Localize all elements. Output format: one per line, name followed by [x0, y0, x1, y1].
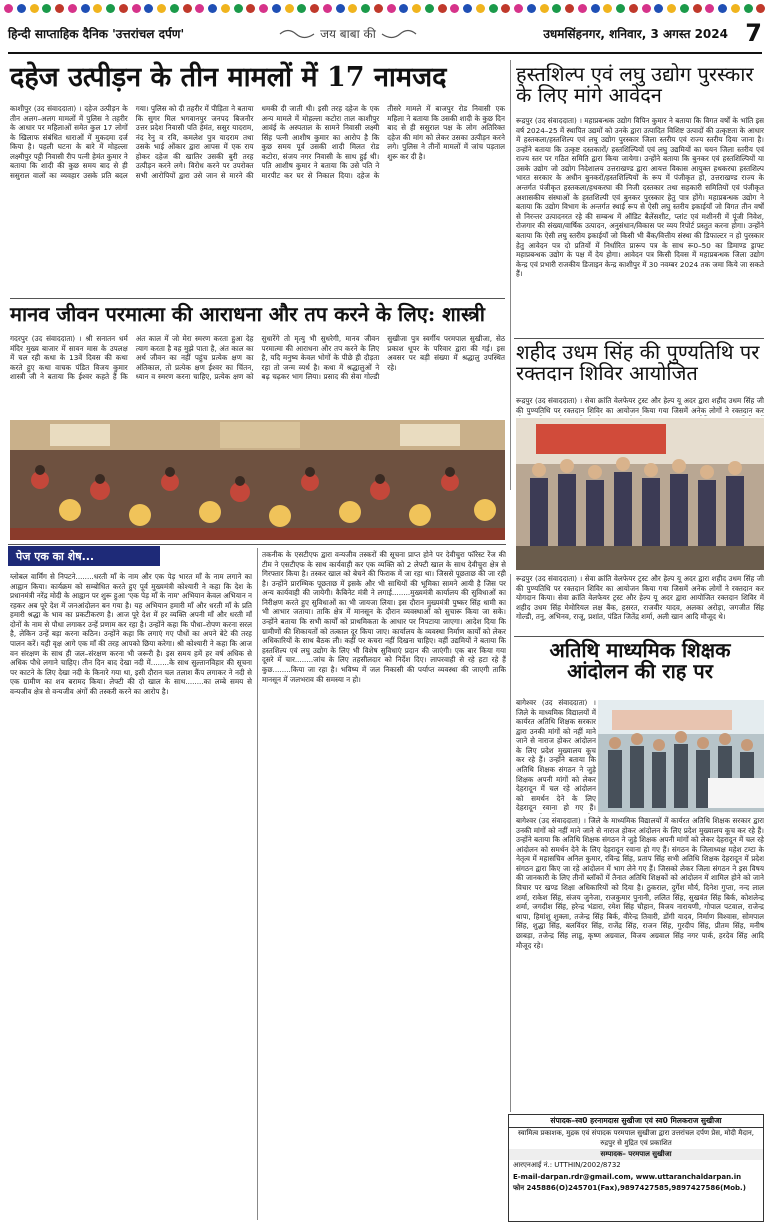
decorative-dot	[68, 4, 77, 13]
column-divider	[510, 60, 511, 490]
decorative-dot	[450, 4, 459, 13]
decorative-dot	[693, 4, 702, 13]
decorative-dot	[527, 4, 536, 13]
continued-tag: पेज एक का शेष...	[8, 546, 160, 566]
masthead	[8, 16, 762, 50]
decorative-dot	[272, 4, 281, 13]
decorative-dot	[4, 4, 13, 13]
email-line: E-mail-darpan.rdr@gmail.com, www.uttaranchaldarpan.in	[513, 1172, 742, 1181]
decorative-dot	[208, 4, 217, 13]
decorative-dot	[705, 4, 714, 13]
blood-donation-image	[516, 418, 764, 570]
founder-editors: संपादक–स्व0 हरनामदास सुखीजा एवं स्व0 मिलकराज सुखीजा	[509, 1115, 763, 1128]
decorative-dot	[310, 4, 319, 13]
decorative-dot	[170, 4, 179, 13]
phone-line: फोन 245886(O)245701(Fax),9897427585,9897427586(Mob.)	[513, 1184, 746, 1193]
decorative-dot	[476, 4, 485, 13]
shaheed-headline: शहीद उधम सिंह की पुण्यतिथि पर रक्तदान शिविर आयोजित	[516, 340, 760, 385]
decorative-dot	[425, 4, 434, 13]
blood-donation-photo	[516, 418, 764, 570]
editor-title: सम्पादक– परमपाल सुखीजा	[509, 1149, 763, 1160]
decorative-dot	[756, 4, 765, 13]
decorative-dot	[501, 4, 510, 13]
imprint-box	[508, 1114, 764, 1222]
decorative-dot	[642, 4, 651, 13]
column-divider	[257, 548, 258, 1220]
decorative-dot	[93, 4, 102, 13]
decorative-dot	[132, 4, 141, 13]
decorative-dot	[42, 4, 51, 13]
decorative-dot	[183, 4, 192, 13]
decorative-dot	[540, 4, 549, 13]
section-divider	[8, 544, 506, 545]
decorative-dot	[30, 4, 39, 13]
shastri-body: गदरपुर (उद संवाददाता) । श्री सनातन धर्म मंदिर मुख्य बाजार में सावन मास के उपलक्ष में चल रही कथा के 13वें दिवस की कथा करते हुए कथा वाचक पंडित विजय कुमार शास्त्री जी ने बताया कि ईश्वर कहते हैं कि अंत काल में जो मेरा स्मरण करता हुआ देह त्याग करता है वह मुझे पाता है, अंत काल का अर्थ जीवन का नहीं पहुंच प्रत्येक क्षण का अंतिकाल, तो प्रत्येक क्षण ईश्वर का चिंतन, ध्यान व स्मरण करना चाहिए, प्रत्येक क्षण को सुधारेंगे तो मृत्यु भी सुधरेगी, मानव जीवन परमात्मा की आराधना और तप करने के लिए है, यदि मनुष्य केवल भोगों के पीछे ही दौड़ता रहा तो जन्म व्यर्थ है। कथा में श्रद्धालुओं ने बढ़ चढ़कर भाग लिया। प्रसाद की सेवा गोल्डी सुखीजा पुत्र स्वर्गीय परमपाल सुखीजा, सेठ प्रकाश धूपर के परिवार द्वारा की गई। इस अवसर पर बड़ी संख्या में श्रद्धालु उपस्थित रहे।	[10, 334, 505, 382]
page-number: 7	[745, 19, 762, 47]
place-date: उधमसिंहनगर, शनिवार, 3 अगस्त 2024	[543, 26, 728, 41]
decorative-dot	[361, 4, 370, 13]
masthead-motto	[248, 25, 448, 42]
ornament-icon	[278, 27, 316, 41]
decorative-dot	[399, 4, 408, 13]
ornament-icon	[380, 27, 418, 41]
section-divider	[514, 636, 764, 637]
decorative-dot	[629, 4, 638, 13]
decorative-dot	[578, 4, 587, 13]
decorative-dot	[552, 4, 561, 13]
decorative-dot	[336, 4, 345, 13]
decorative-dot	[616, 4, 625, 13]
handicraft-body: रूद्रपुर (उद संवाददाता) । महाप्रबन्धक उद्योग विपिन कुमार ने बताया कि विगत वर्षों के भांति इस वर्ष 2024–25 में स्थापित उद्यमों को उनके द्वारा उत्पादित विशिष्ट उत्पादों की उत्कृष्टता के आधार में हस्तकला/हस्तशिल्प एवं लघु उद्योग पुरस्कार जिला स्तरीय एवं राज्य स्तरीय दिया जाना है। उन्होंने बताया कि उत्कृष्ट दस्तकारों/ हस्तशिल्पियों एवं लघु उद्यमियों का चयन जिला स्तरीय एवं राज्य स्तर पर गठित समिति द्वारा किया जायेगा। उन्होंने बताया कि बुनकर एवं हस्तशिल्पियों या उसके उद्योग जो उद्योग निदेशालय उत्तराखण्ड द्वारा आयत्त विकास आयुक्त हथकरघा हस्तशिल्प भारत सरकार के अधीन बुनकरों/हस्तशिल्पियों के रूप में पंजीकृत हो, उत्तराखण्ड राज्य के अन्तर्गत पंजीकृत हस्तकला/हथकरघा की निजी दस्तकार तथा सहकारी समितियों एवं पंजीकृत अशासकीय संस्थाओं के हस्तशिल्पी एवं बुनकर पुरस्कार हेतु पात्र होंगे। महाप्रबन्धक उद्योग ने बताया कि उद्योग विभाग के अन्तर्गत स्थाई रूप से ऐसी लघु स्तरीय इकाईयाँ जो विगत तीन वर्षों से निरन्तर उत्पादनरत रहे की सम्बन्ध में ऑडिट बैलेंसशीट, प्लांट एवं मशीनरी में पूंजी निवेश, रोजगार की संख्या/वार्षिक उत्पादन, अनुसंधान/विकास पर व्यय रिपोर्ट प्रस्तुत करना होगा। उन्होंने बताया कि ऐसी लघु स्तरीय इकाईयाँ जो किसी भी बैंक/वित्तीय संस्था की डिफाल्टर न हो पुरस्कार हेतु आवेदन पत्र दो प्रतियों में निर्धारित प्रारूप पत्र के साथ रू0–50 का डिमाण्ड ड्राफ्ट महाप्रबन्धक उद्योग के पक्ष में देय होगा। आवेदन पत्र किसी दिवस में महाप्रबन्धक जिला उद्योग केन्द्र एवं प्रभारी राजकीय डिजाइन केन्द्र काशीपुर में 30 नवम्बर 2024 तक जमा किये जा सकते हैं।	[516, 116, 764, 279]
decorative-dot	[744, 4, 753, 13]
decorative-dot	[285, 4, 294, 13]
decorative-dot	[565, 4, 574, 13]
decorative-dot	[718, 4, 727, 13]
teachers-image	[598, 700, 764, 812]
top-dot-row	[0, 4, 770, 14]
decorative-dot	[654, 4, 663, 13]
rni-number: आरएनआई नं.: UTTHIN/2002/8732	[513, 1161, 621, 1170]
teachers-body-cont	[516, 816, 764, 1112]
paper-name: हिन्दी साप्ताहिक दैनिक 'उत्तरांचल दर्पण'	[8, 26, 185, 41]
decorative-dot	[591, 4, 600, 13]
decorative-dot	[374, 4, 383, 13]
continued-body: ग्लोबल वार्मिंग से निपटने........धरती माँ के नाम और एक पेड़ भारत माँ के नाम लगाने का आह्वान किया। कार्यक्रम को सम्बोधित करते हुए पूर्व मुख्यमंत्री कोश्यारी ने कहा कि देश के प्रधानमंत्री नरेंद्र मोदी के आह्वान पर शुरू हुआ 'एक पेड़ माँ के नाम' अभियान केवल अभियान न रहकर अब पूरे देश में जनआंदोलन बन गया है। यह अभियान हमारी माँ और धरती माँ के प्रति हमारी श्रद्धा के भाव का प्रकटीकरण है। आज पूरे देश में हर व्यक्ति अपनी माँ और धरती माँ दोनों के नाम से पौधा लगाकर उन्हें प्रणाम कर रहा है। उन्होंने कहा कि पौधा–रोपण करना सरल है, लेकिन उन्हें बड़ा करना कठिन। उन्होंने कहा कि लगाएं गए पौधों का अपने बेटे की तरह पालन करें। यही वृक्ष आगे एक माँ की तरह आपको छिया करेगा। श्री कोश्यारी ने कहा कि आज वन संरक्षण के साथ ही जल–संरक्षण करना भी जरूरी है। इस समय हमें हर वर्ष अधिक से अधिक पौधे लगाने चाहिए। तीन दिन बाद देखा नदी में........के साथ सुल्तानविहार की सूचना पर काटने के लिए देखा नदी के किनारे गया था, इसी दौरान चल तलाश कैंप लगाकर ने नदी से एक ग्रामीण का शव बरामद किया। लेफ्टी की दो खाल के साथ........का लम्बे समय से वन्यजीव क्षेत्र से वन्यजीव अंगों की तस्करी करने का आरोप है।	[10, 572, 252, 696]
decorative-dot	[259, 4, 268, 13]
motto-text: जय बाबा की	[320, 26, 376, 41]
masthead-rule	[8, 52, 762, 54]
decorative-dot	[157, 4, 166, 13]
katha-crowd-image	[10, 420, 505, 540]
lead-body: काशीपुर (उद संवाददाता) । दहेज उत्पीड़न के तीन अलग–अलग मामलों में पुलिस ने तहरीर के आधार पर महिलाओं समेत कुल 17 लोगों के खिलाफ संबंधित धाराओं में मुकदमा दर्ज किया है। पहली घटना के बारे में मोहल्ला लक्ष्मीपुर पट्टी निवासी रीप पत्नी हेमंत कुमार ने बताया कि शादी की कुछ समय बाद से ही ससुराल वालों का व्यवहार उसके प्रति बदल गया। पुलिस को दी तहरीर में पीड़िता ने बताया कि सुगर मिल भगवानपुर जनपद बिजनौर उत्तर प्रदेश निवासी पति हेमंत, ससुर यादराम, नंद रेनु व रवि, कमलेश पुत्र यादराम तथा उसके भाई ओंकार द्वारा आपस में एक राय होकर दहेज की खातिर उसकी बुरी तरह उत्पीड़न करने लगे। विरोध करने पर उपरोक्त सभी आरोपियों द्वारा उसे जान से मारने की धमकी दी जाती थी। इसी तरह दहेज के एक अन्य मामले में मोहल्ला कटोरा ताल काशीपुर आवंई के अस्पताल के सामने निवासी लक्ष्मी सिंह पत्नी आशीष कुमार का आरोप है कि कुछ समय पूर्व उसकी शादी मिलत रोड कटोरा, संजय नगर निवासी के साथ हुई थी। पति आशीष कुमार ने बताया कि उसे पति ने मारपीट कर घर से निकाल दिया। दहेज के तीसरे मामले में बाजपुर रोड निवासी एक महिला ने बताया कि उसकी शादी के कुछ दिन बाद से ही ससुराल पक्ष के लोग अतिरिक्त दहेज की मांग को लेकर उसका उत्पीड़न करने लगे। पुलिस ने तीनों मामलों में जांच पड़ताल शुरू कर दी है।	[10, 104, 505, 181]
decorative-dot	[348, 4, 357, 13]
column-divider	[510, 574, 511, 1112]
decorative-dot	[680, 4, 689, 13]
teachers-body: बागेश्वर (उद संवाददाता) । जिले के माध्यमिक विद्यालयों में कार्यरत अतिथि शिक्षक सरकार द्वारा उनकी मांगों को नहीं माने जाने से नाराज होकर आंदोलन के लिए प्रदेश मुख्यालय कूच कर रहे हैं। उन्होंने बताया कि अतिथि शिक्षक संगठन ने जुड़े शिक्षक अपनी मांगों को लेकर देहरादून में चल रहे आंदोलन को समर्थन देने के लिए देहरादून रवाना हो गए हैं।	[516, 698, 596, 813]
decorative-dot	[667, 4, 676, 13]
decorative-dot	[119, 4, 128, 13]
decorative-dot	[195, 4, 204, 13]
decorative-dot	[246, 4, 255, 13]
shastri-headline: मानव जीवन परमात्मा की आराधना और तप करने के लिए: शास्त्री	[10, 302, 485, 326]
teachers-body-cont-text: बागेश्वर (उद संवाददाता) । जिले के माध्यमिक विद्यालयों में कार्यरत अतिथि शिक्षक सरकार द्वारा उनकी मांगों को नहीं माने जाने से नाराज होकर आंदोलन के लिए प्रदेश मुख्यालय कूच कर रहे हैं। उन्होंने बताया कि अतिथि शिक्षक संगठन ने जुड़े शिक्षक अपनी मांगों को लेकर देहरादून में चल रहे आंदोलन को समर्थन देने के लिए देहरादून रवाना हो गए हैं। संगठन के जिलाध्यक्ष महेश टम्टा के नेतृत्व में महासचिव अनिल कुमार, रविन्द्र सिंह, प्रताप सिंह सभी अतिथि शिक्षक देहरादून में प्रदेश संगठन द्वारा किए जा रहे आंदोलन में भाग लेने गए हैं। जिसको लेकर जिला संगठन ने इस विषय की जानकारी के लिए तीनों ब्लॉकों में तैनात अतिथि शिक्षकों को आंदोलन में शामिल होने को जाने विचार पर खण्ड शिक्षा अधिकारियों को दिया है। ठुकराल, दुर्गेश मौर्य, दिनेश गुप्ता, नन्द लाल शर्मा, राकेश सिंह, संजय जुनेजा, राजकुमार पुनानी, ललित सिंह, सुखवंत सिंह बिर्क, कोशलेन्द्र शर्मा, जगदीश सिंह, हरेन्द्र भंडारा, रमेश सिंह चौहान, विजय नारायणी, गोपाल पटवाल, राजेन्द्र थापा, हिमांशु शुक्ला, तजेन्द्र सिंह बिर्क, वीरेन्द्र तिवारी, डोंगी यादव, निर्माण विश्वास, सोमपाल सिंह, शुद्धा सिंह, बलविंदर सिंह, राजेंद्र सिंह, राजन सिंह, गुरदीप सिंह, प्रीतम सिंह, मनीष छाबड़ा, तजेन्द्र सिंह लाडू, कृष्ण अग्रवाल, विजय अग्रवाल सिंह नगर पार्क, हरदेव सिंह आदि मौजूद रहे।	[516, 816, 764, 950]
second-column-body: तकनीक के एसटीएफ द्वारा वन्यजीव तस्करों की सूचना प्राप्त होने पर देवीचुरा फॉरेस्ट रेंज की टीम ने एसटीएफ के साथ कार्यवाही कर एक व्यक्ति को 2 लेफ्टी खाल के साथ देवीचुरा क्षेत्र से गिरफ्तार किया है। तस्कर खाल को बेचने की फिराक में जा रहा था। जिससे पूछताछ की जा रही है। उन्होंने प्रारम्भिक पूछताछ में इसके और भी साथियों की भूमिका सामने आयी है जिस पर अन्य कार्यवाही की जायेगी। कैबिनेट मंत्री ने लगाई........मुख्यमंत्री कार्यालय की सुविधाओं का निरीक्षण करते हुए सुविधाओं का भी जायजा लिया। इस दौरान मुख्यमंत्री पुष्कर सिंह धामी का भी आभार जताया। ताकि क्षेत्र में मानसून के दौरान व्यवस्थाओं को सुचारू किया जा सके। उन्होंने बताया कि सभी कार्यों को प्राथमिकता के आधार पर निपटाया जाएगा। आदेश दिया कि ग्रामीणों की शिकायतों को तत्काल दूर किया जाए। कार्यालय के व्यवस्था निर्माण कार्यों को लेकर अधिकारियों के साथ बैठक ली। कहीं पर कचरा नहीं दिखना चाहिए। वहीं उद्यमियों ने बताया कि हस्तशिल्प एवं लघु उद्योग के लिए भी विशेष सुविधाएं प्रदान की जाएंगी। एक बार किया गया दूसरे में चार........जांच के लिए तहसीलदार को निर्देश दिए। लापरवाही से रहे हटा रहे हैं कुछ........किया जा रहा है। भविष्य में जल निकासी की पर्याप्त व्यवस्था की जाएगी ताकि मानसून में जलभराव की समस्या न हो।	[262, 550, 506, 684]
ownership-line: स्वामित्व प्रकाशक, मुद्रक एवं संपादक परमपाल सुखीजा द्वारा उत्तरांचल दर्पण प्रेस, मोदी मैदान, रुद्रपुर से मुद्रित एवं प्रकाशित	[517, 1129, 754, 1147]
shaheed-body-cont-text: रूद्रपुर (उद संवाददाता) । सेवा क्रांति वेलफेयर ट्रस्ट और हेल्प यू अदर द्वारा शहीद उधम सिंह जी की पुण्यतिथि पर रक्तदान शिविर का आयोजन किया गया जिसमें अनेक लोगों ने रक्तदान कर योगदान किया। सेवा क्रांति वेलफेयर ट्रस्ट और हेल्प यू अदर द्वारा आयोजित रक्तदान शिविर में शहीद उधम सिंह मेमोरियल लक्ष बैंक, हसरत, राजवीर यादव, अलका अरोड़ा, जगजीत सिंह गोल्डी, तनु, अभिनव, राजू, प्रशांत, पंडित जितेंद्र शर्मा, अली खान आदि मौजूद थे।	[516, 574, 764, 622]
teachers-photo	[598, 700, 764, 812]
decorative-dot	[106, 4, 115, 13]
decorative-dot	[731, 4, 740, 13]
section-divider	[514, 338, 764, 339]
decorative-dot	[81, 4, 90, 13]
decorative-dot	[438, 4, 447, 13]
handicraft-headline: हस्तशिल्प एवं लघु उद्योग पुरस्कार के लिए मांगे आवेदन	[516, 62, 754, 107]
decorative-dot	[489, 4, 498, 13]
decorative-dot	[514, 4, 523, 13]
katha-crowd-photo	[10, 420, 505, 540]
decorative-dot	[144, 4, 153, 13]
lead-headline: दहेज उत्पीड़न के तीन मामलों में 17 नामजद	[10, 62, 447, 93]
decorative-dot	[297, 4, 306, 13]
decorative-dot	[323, 4, 332, 13]
decorative-dot	[412, 4, 421, 13]
decorative-dot	[221, 4, 230, 13]
shaheed-body-cont	[516, 574, 764, 632]
decorative-dot	[463, 4, 472, 13]
teachers-headline: अतिथि माध्यमिक शिक्षक आंदोलन की राह पर	[549, 638, 731, 683]
decorative-dot	[603, 4, 612, 13]
decorative-dot	[17, 4, 26, 13]
shaheed-body-top: रूद्रपुर (उद संवाददाता) । सेवा क्रांति वेलफेयर ट्रस्ट और हेल्प यू अदर द्वारा शहीद उधम सिंह जी की पुण्यतिथि पर रक्तदान शिविर का आयोजन किया गया जिसमें अनेक लोगों ने रक्तदान कर	[516, 396, 764, 415]
decorative-dot	[387, 4, 396, 13]
section-divider	[10, 298, 505, 299]
decorative-dot	[234, 4, 243, 13]
decorative-dot	[55, 4, 64, 13]
